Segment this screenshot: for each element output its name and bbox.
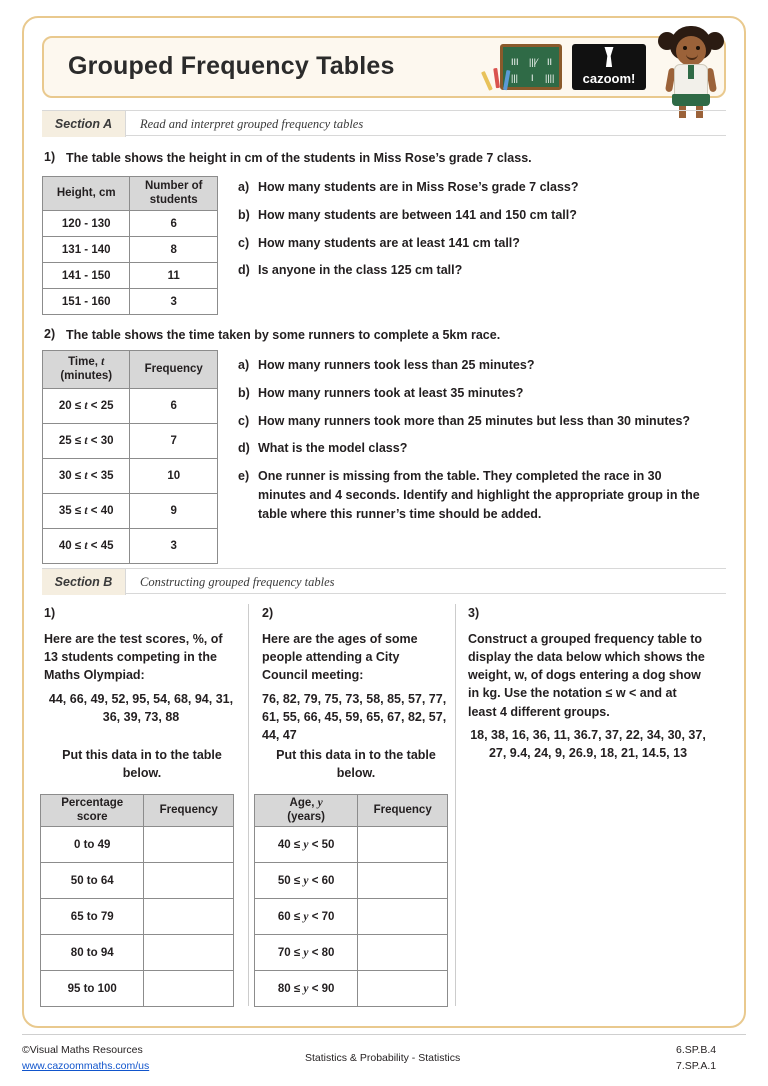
b1-intro: Here are the test scores, %, of 13 students competing in the Maths Olympiad: — [44, 632, 223, 683]
answer-cell[interactable] — [144, 827, 234, 863]
table-row — [255, 971, 448, 1007]
q1-text: The table shows the height in cm of the students in Miss Rose’s grade 7 class. — [66, 151, 532, 165]
section-b-tag: Section B — [42, 569, 126, 595]
section-a-subtitle: Read and interpret grouped frequency tables — [140, 116, 364, 131]
cazoom-logo — [572, 44, 646, 90]
table-row: 30 ≤ t < 35 10 — [43, 459, 218, 494]
table-row: 50 to 64 — [41, 863, 234, 899]
footer-code-2: 7.SP.A.1 — [676, 1060, 717, 1072]
cell-class: 50 ≤ y < 60 — [255, 863, 358, 899]
footer-divider — [22, 1034, 746, 1035]
col-header-frequency: Frequency — [130, 351, 218, 389]
section-a-tag: Section A — [42, 111, 126, 137]
q1-table — [42, 176, 218, 315]
table-row: 151 - 160 3 — [43, 289, 218, 315]
student-character-icon — [652, 24, 732, 120]
cell-class: 35 ≤ t < 40 — [43, 494, 130, 529]
q2-table — [42, 350, 218, 564]
b3-data: 18, 38, 16, 36, 11, 36.7, 37, 22, 34, 30, 37, 27, 9.4, 24, 9, 26.9, 18, 21, 14.5, 13 — [470, 728, 706, 761]
answer-cell[interactable] — [144, 863, 234, 899]
list-item: a) How many runners took less than 25 minutes? — [238, 358, 535, 372]
footer-copyright: ©Visual Maths Resources — [22, 1044, 143, 1056]
column-divider — [248, 604, 249, 1006]
col-header-percentage: Percentage score — [41, 795, 144, 827]
pencils-icon — [487, 68, 513, 90]
list-item: b) How many students are between 141 and 150 cm tall? — [238, 207, 577, 222]
answer-cell[interactable] — [358, 827, 448, 863]
list-item: c) How many students are at least 141 cm tall? — [238, 235, 520, 250]
footer-url-link[interactable]: www.cazoommaths.com/us — [22, 1060, 150, 1072]
footer-url[interactable] — [22, 1060, 149, 1072]
q1-subquestions — [238, 178, 706, 289]
table-header-row — [43, 351, 218, 389]
table-header-row — [255, 795, 448, 827]
table-row: 65 to 79 — [41, 899, 234, 935]
cell-class: 20 ≤ t < 25 — [43, 389, 130, 424]
cell-class: 40 ≤ y < 50 — [255, 827, 358, 863]
col-header-time: Time, t (minutes) — [43, 351, 130, 389]
answer-cell[interactable] — [358, 935, 448, 971]
table-row: 141 - 150 11 — [43, 263, 218, 289]
section-b-band — [42, 568, 726, 594]
answer-cell[interactable] — [144, 971, 234, 1007]
col-header-height: Height, cm — [43, 177, 130, 211]
table-row: 35 ≤ t < 40 9 — [43, 494, 218, 529]
q2-text: The table shows the time taken by some runners to complete a 5km race. — [66, 328, 501, 342]
col-header-age: Age, y (years) — [255, 795, 358, 827]
list-item: d) What is the model class? — [238, 441, 408, 456]
col-header-frequency: Frequency — [144, 795, 234, 827]
q2-subquestions — [238, 356, 708, 532]
cell-class: 60 ≤ y < 70 — [255, 899, 358, 935]
list-item: b) How many runners took at least 35 minutes? — [238, 385, 524, 400]
footer-code-1: 6.SP.B.4 — [676, 1044, 717, 1056]
cell-class: 30 ≤ t < 35 — [43, 459, 130, 494]
table-row: 80 to 94 — [41, 935, 234, 971]
table-row: 0 to 49 — [41, 827, 234, 863]
column-divider — [455, 604, 456, 1006]
list-item: e) One runner is missing from the table. They completed the race in 30 minutes and 4 seconds. Identify and highlight the appropriate group in the table where this runner’s time should be added. — [238, 469, 700, 521]
b1-number: 1) — [44, 606, 56, 620]
table-row: 25 ≤ t < 30 7 — [43, 424, 218, 459]
section-b-subtitle: Constructing grouped frequency tables — [140, 574, 335, 589]
answer-cell[interactable] — [358, 899, 448, 935]
table-row — [255, 863, 448, 899]
answer-cell[interactable] — [144, 935, 234, 971]
list-item: a) How many students are in Miss Rose’s grade 7 class? — [238, 180, 579, 194]
cell-class: 80 ≤ y < 90 — [255, 971, 358, 1007]
section-a-band — [42, 110, 726, 136]
b2-table — [254, 794, 448, 1007]
cell-class: 70 ≤ y < 80 — [255, 935, 358, 971]
col-header-frequency: Frequency — [358, 795, 448, 827]
table-row: 131 - 140 8 — [43, 237, 218, 263]
table-row: 120 - 130 6 — [43, 211, 218, 237]
b2-instruction: Put this data in to the table below. — [276, 748, 436, 781]
answer-cell[interactable] — [144, 899, 234, 935]
page-title: Grouped Frequency Tables — [68, 52, 395, 80]
cell-class: 25 ≤ t < 30 — [43, 424, 130, 459]
b1-instruction: Put this data in to the table below. — [62, 748, 222, 781]
list-item: d) Is anyone in the class 125 cm tall? — [238, 263, 463, 278]
logo-text: cazoom! — [582, 71, 636, 86]
b1-data: 44, 66, 49, 52, 95, 54, 68, 94, 31, 36, 39, 73, 88 — [48, 692, 234, 725]
flask-icon — [602, 47, 616, 67]
b2-data: 76, 82, 79, 75, 73, 58, 85, 57, 77, 61, 55, 66, 45, 59, 65, 67, 82, 57, 44, 47 — [262, 692, 447, 743]
answer-cell[interactable] — [358, 863, 448, 899]
table-row — [255, 899, 448, 935]
q1-number: 1) — [44, 150, 56, 164]
cell-class: 40 ≤ t < 45 — [43, 529, 130, 564]
b3-intro: Construct a grouped frequency table to display the data below which shows the weight, w, of dogs entering a dog show in kg. Use the notation ≤ w < and at least 4 different groups. — [468, 632, 705, 719]
b3-number: 3) — [468, 606, 480, 620]
b1-table — [40, 794, 234, 1007]
table-row: 95 to 100 — [41, 971, 234, 1007]
table-header-row — [41, 795, 234, 827]
table-row: 40 ≤ t < 45 3 — [43, 529, 218, 564]
col-header-count: Number of students — [130, 177, 218, 211]
b2-number: 2) — [262, 606, 274, 620]
table-row — [255, 827, 448, 863]
answer-cell[interactable] — [358, 971, 448, 1007]
table-row: 20 ≤ t < 25 6 — [43, 389, 218, 424]
table-header-row — [43, 177, 218, 211]
list-item: c) How many runners took more than 25 minutes but less than 30 minutes? — [238, 413, 691, 428]
chalkboard-icon: III |||⁄ II ||| I |||| — [500, 44, 562, 90]
table-row — [255, 935, 448, 971]
footer-center-text: Statistics & Probability - Statistics — [305, 1052, 461, 1064]
q2-number: 2) — [44, 327, 56, 341]
b2-intro: Here are the ages of some people attending a City Council meeting: — [262, 632, 418, 683]
